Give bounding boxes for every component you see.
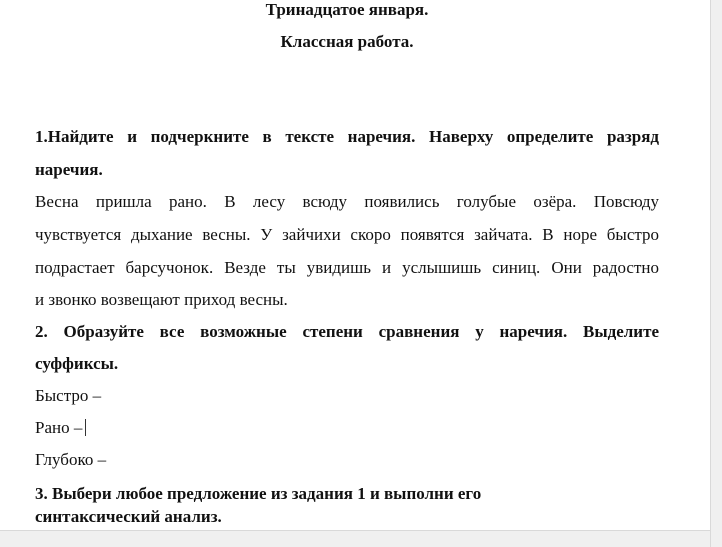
task3-heading-line2: синтаксический анализ. bbox=[35, 507, 222, 526]
text-cursor bbox=[85, 419, 86, 436]
task1-heading-line1: 1.Найдите и подчеркните в тексте наречия. Наверху определите разряд bbox=[35, 127, 659, 146]
task1-text-line: чувствуется дыхание весны. У зайчихи скоро появятся зайчата. В норе быстро bbox=[35, 225, 659, 244]
date-title: Тринадцатое января. bbox=[265, 0, 429, 19]
task1-text-line: и звонко возвещают приход весны. bbox=[35, 290, 288, 309]
task2-heading-line2: суффиксы. bbox=[35, 354, 119, 373]
task3-heading-line1: 3. Выбери любое предложение из задания 1 и выполни его bbox=[35, 484, 482, 503]
task1-text-line: подрастает барсучонок. Везде ты увидишь и услышишь синиц. Они радостно bbox=[35, 258, 659, 277]
task2-item-rano bbox=[35, 418, 659, 438]
work-title: Классная работа. bbox=[280, 32, 414, 51]
task1-text-line: Весна пришла рано. В лесу всюду появились голубые озёра. Повсюду bbox=[35, 192, 659, 211]
horizontal-scrollbar[interactable] bbox=[0, 530, 710, 547]
task2-item-rano-label: Рано – bbox=[35, 418, 83, 437]
task2-heading-line1: 2. Образуйте все возможные степени сравнения у наречия. Выделите bbox=[35, 322, 659, 341]
vertical-scrollbar[interactable] bbox=[710, 0, 722, 547]
task2-item-bystro: Быстро – bbox=[35, 386, 102, 405]
task2-item-gluboko: Глубоко – bbox=[35, 450, 107, 469]
task1-heading-line2: наречия. bbox=[35, 160, 103, 179]
